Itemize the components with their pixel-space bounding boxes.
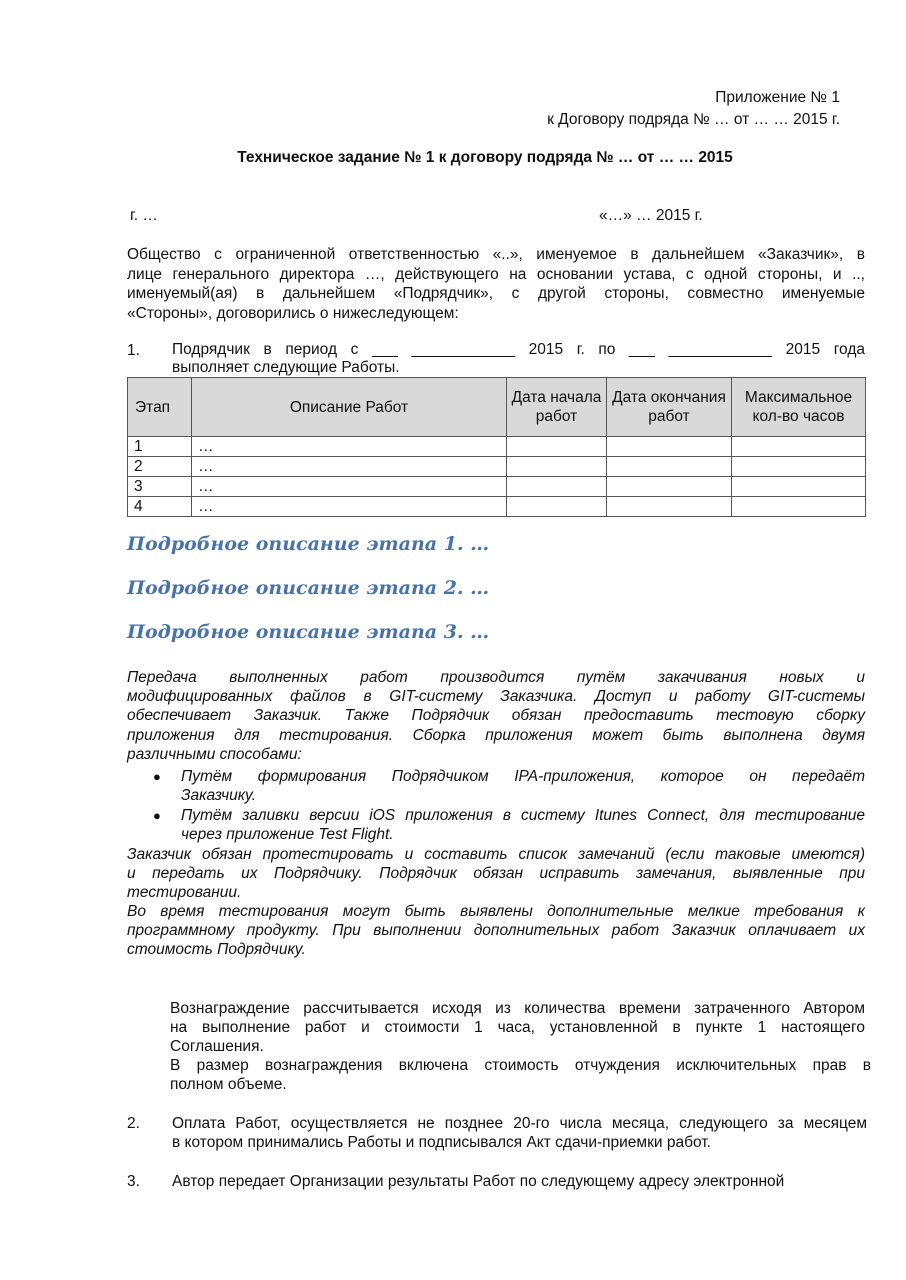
stage-cell: 4 bbox=[128, 497, 192, 517]
bullet-dot-icon: ● bbox=[153, 808, 161, 823]
intro-line: Общество с ограниченной ответственностью «..», именуемое в дальнейшем «Заказчик», в bbox=[127, 246, 865, 263]
bullet-item bbox=[181, 806, 865, 844]
testing-line: Заказчик обязан протестировать и составить список замечаний (если таковые имеются) bbox=[127, 846, 865, 863]
works-table bbox=[127, 377, 866, 517]
place-label: г. … bbox=[130, 207, 158, 224]
transfer-paragraph bbox=[127, 668, 865, 764]
table-row bbox=[128, 477, 866, 497]
requirements-line: Во время тестирования могут быть выявлены дополнительные мелкие требования к bbox=[127, 903, 865, 920]
item-2-number: 2. bbox=[127, 1115, 140, 1132]
end-date-cell bbox=[607, 457, 732, 477]
column-header-start-date: Дата начала работ bbox=[507, 378, 607, 437]
item-1-line: Подрядчик в период с ___ ____________ 2015 г. по ___ ____________ 2015 года bbox=[172, 341, 865, 358]
column-header-end-date: Дата окончания работ bbox=[607, 378, 732, 437]
bullet-line: Путём формирования Подрядчиком IPA-приложения, которое он передаёт bbox=[181, 768, 865, 785]
testing-paragraph bbox=[127, 845, 865, 902]
item-3-number: 3. bbox=[127, 1173, 140, 1190]
item-1-text bbox=[172, 341, 865, 377]
column-header-stage: Этап bbox=[128, 378, 192, 437]
table-header-row bbox=[128, 378, 866, 437]
reward-paragraph bbox=[170, 999, 865, 1056]
transfer-line: Передача выполненных работ производится путём закачивания новых и bbox=[127, 669, 865, 686]
contract-reference: к Договору подряда № … от … … 2015 г. bbox=[547, 111, 840, 128]
reward-line: полном объеме. bbox=[170, 1076, 287, 1093]
description-cell: … bbox=[192, 477, 507, 497]
stage-1-heading: Подробное описание этапа 1. … bbox=[127, 533, 490, 555]
start-date-cell bbox=[507, 457, 607, 477]
requirements-line: программному продукту. При выполнении дополнительных работ Заказчик оплачивает их bbox=[127, 922, 865, 939]
testing-line: и передать их Подрядчику. Подрядчик обязан исправить замечания, выявленные при bbox=[127, 865, 865, 882]
bullet-line: через приложение Test Flight. bbox=[181, 826, 394, 843]
reward-paragraph-2 bbox=[170, 1056, 871, 1094]
description-cell: … bbox=[192, 457, 507, 477]
item-1-line: выполняет следующие Работы. bbox=[172, 359, 400, 376]
item-2-line: Оплата Работ, осуществляется не позднее 20-го числа месяца, следующего за месяцем bbox=[172, 1115, 867, 1132]
max-hours-cell bbox=[732, 497, 866, 517]
max-hours-cell bbox=[732, 477, 866, 497]
transfer-line: различными способами: bbox=[127, 745, 302, 763]
bullet-line: Путём заливки версии iOS приложения в систему Itunes Connect, для тестирование bbox=[181, 807, 865, 824]
item-2-text bbox=[172, 1114, 867, 1152]
stage-cell: 2 bbox=[128, 457, 192, 477]
bullet-item bbox=[181, 767, 865, 805]
testing-line: тестировании. bbox=[127, 884, 242, 901]
stage-2-heading: Подробное описание этапа 2. … bbox=[127, 577, 490, 599]
table-row bbox=[128, 457, 866, 477]
reward-line: Вознаграждение рассчитывается исходя из количества времени затраченного Автором bbox=[170, 1000, 865, 1017]
transfer-line: приложения для тестирования. Сборка приложения может быть выполнена двумя bbox=[127, 726, 865, 744]
item-1-number: 1. bbox=[127, 342, 140, 359]
transfer-line: модифицированных файлов в GIT-систему Заказчика. Доступ и работу GIT-системы bbox=[127, 688, 865, 706]
start-date-cell bbox=[507, 437, 607, 457]
reward-line: на выполнение работ и стоимости 1 часа, установленной в пункте 1 настоящего bbox=[170, 1019, 865, 1036]
end-date-cell bbox=[607, 477, 732, 497]
column-header-max-hours: Максимальное кол-во часов bbox=[732, 378, 866, 437]
bullet-line: Заказчику. bbox=[181, 787, 257, 804]
reward-line: Соглашения. bbox=[170, 1038, 264, 1055]
item-2-line: в котором принимались Работы и подписывался Акт сдачи-приемки работ. bbox=[172, 1134, 711, 1151]
description-cell: … bbox=[192, 437, 507, 457]
max-hours-cell bbox=[732, 437, 866, 457]
stage-cell: 1 bbox=[128, 437, 192, 457]
intro-line: именуемый(ая) в дальнейшем «Подрядчик», с другой стороны, совместно именуемые bbox=[127, 285, 865, 302]
stage-cell: 3 bbox=[128, 477, 192, 497]
end-date-cell bbox=[607, 437, 732, 457]
description-cell: … bbox=[192, 497, 507, 517]
stage-3-heading: Подробное описание этапа 3. … bbox=[127, 621, 490, 643]
requirements-paragraph bbox=[127, 902, 865, 959]
date-label: «…» … 2015 г. bbox=[599, 207, 703, 224]
max-hours-cell bbox=[732, 457, 866, 477]
table-row bbox=[128, 437, 866, 457]
requirements-line: стоимость Подрядчику. bbox=[127, 941, 306, 958]
start-date-cell bbox=[507, 497, 607, 517]
reward-line: В размер вознаграждения включена стоимость отчуждения исключительных прав в bbox=[170, 1057, 871, 1074]
intro-line: «Стороны», договорились о нижеследующем: bbox=[127, 304, 459, 322]
intro-line: лице генерального директора …, действующего на основании устава, с одной стороны, и .., bbox=[127, 265, 865, 283]
item-3-text: Автор передает Организации результаты Работ по следующему адресу электронной bbox=[172, 1173, 785, 1190]
end-date-cell bbox=[607, 497, 732, 517]
column-header-description: Описание Работ bbox=[192, 378, 507, 437]
document-title: Техническое задание № 1 к договору подряда № … от … … 2015 bbox=[237, 149, 733, 166]
start-date-cell bbox=[507, 477, 607, 497]
intro-paragraph bbox=[127, 245, 865, 323]
appendix-label: Приложение № 1 bbox=[715, 89, 840, 106]
table-row bbox=[128, 497, 866, 517]
transfer-line: обеспечивает Заказчик. Также Подрядчик обязан предоставить тестовую сборку bbox=[127, 707, 865, 725]
bullet-dot-icon: ● bbox=[153, 769, 161, 784]
